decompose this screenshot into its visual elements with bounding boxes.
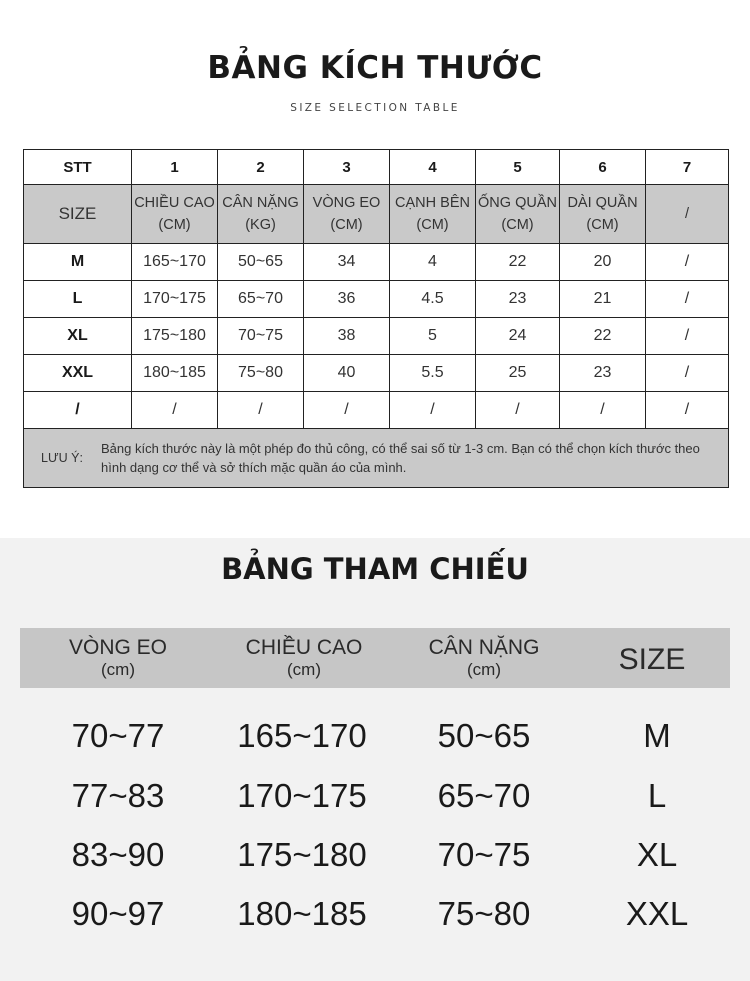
reference-row — [0, 891, 750, 937]
size-table-title: BẢNG KÍCH THƯỚC — [207, 50, 543, 86]
size-table-label-row — [24, 185, 729, 244]
reference-row — [0, 832, 750, 878]
table-cell: 75~80 — [218, 355, 304, 392]
reference-cell: 180~185 — [237, 895, 367, 932]
table-cell: / — [646, 244, 729, 281]
size-table-header-row — [24, 150, 729, 185]
table-cell: 22 — [476, 244, 560, 281]
label-cell: ỐNG QUẦN (CM) — [476, 185, 560, 244]
table-cell: / — [646, 355, 729, 392]
reference-cell: 70~75 — [437, 836, 531, 873]
table-cell: / — [132, 392, 218, 429]
label-cell: DÀI QUẦN (CM) — [560, 185, 646, 244]
table-cell: 21 — [560, 281, 646, 318]
reference-cell: 170~175 — [237, 777, 367, 814]
note-cell — [24, 429, 729, 488]
note-row — [24, 429, 729, 488]
table-cell: M — [24, 244, 132, 281]
table-cell: 20 — [560, 244, 646, 281]
header-cell: 7 — [646, 150, 729, 185]
table-cell: 22 — [560, 318, 646, 355]
table-cell: / — [218, 392, 304, 429]
header-cell: 5 — [476, 150, 560, 185]
table-cell: 70~75 — [218, 318, 304, 355]
reference-cell: 175~180 — [237, 836, 367, 873]
table-cell: 5 — [390, 318, 476, 355]
note-text: Bảng kích thước này là một phép đo thủ công, có thể sai số từ 1-3 cm. Bạn có thể chọn kích thước theo hình dạng cơ thể và sở thích mặc quần áo của mình. — [101, 441, 700, 475]
size-table — [23, 149, 729, 488]
table-row — [24, 318, 729, 355]
table-cell: 50~65 — [218, 244, 304, 281]
table-row — [24, 281, 729, 318]
header-cell: 6 — [560, 150, 646, 185]
table-cell: XXL — [24, 355, 132, 392]
table-row — [24, 355, 729, 392]
label-cell: CẠNH BÊN (CM) — [390, 185, 476, 244]
table-cell: 25 — [476, 355, 560, 392]
reference-row — [0, 773, 750, 819]
label-cell: SIZE — [24, 185, 132, 244]
reference-title: BẢNG THAM CHIẾU — [221, 552, 529, 586]
table-cell: / — [646, 281, 729, 318]
reference-cell: XL — [636, 836, 678, 873]
table-cell: / — [560, 392, 646, 429]
table-cell: / — [304, 392, 390, 429]
table-cell: 4.5 — [390, 281, 476, 318]
reference-header — [20, 628, 730, 688]
reference-row — [0, 713, 750, 759]
table-cell: L — [24, 281, 132, 318]
table-cell: 170~175 — [132, 281, 218, 318]
table-cell: / — [646, 318, 729, 355]
table-cell: 34 — [304, 244, 390, 281]
table-cell: 23 — [560, 355, 646, 392]
size-table-subtitle: SIZE SELECTION TABLE — [290, 102, 460, 114]
header-cell: 2 — [218, 150, 304, 185]
table-cell: / — [646, 392, 729, 429]
table-row — [24, 392, 729, 429]
reference-cell: 65~70 — [437, 777, 531, 814]
table-cell: 5.5 — [390, 355, 476, 392]
reference-cell: 165~170 — [237, 717, 367, 754]
label-cell: CHIỀU CAO (CM) — [132, 185, 218, 244]
table-cell: 175~180 — [132, 318, 218, 355]
reference-header-cell: VÒNG EO (cm) — [68, 636, 168, 679]
label-cell: VÒNG EO (CM) — [304, 185, 390, 244]
table-cell: 180~185 — [132, 355, 218, 392]
table-cell: / — [390, 392, 476, 429]
table-cell: 36 — [304, 281, 390, 318]
table-cell: / — [24, 392, 132, 429]
reference-cell: XXL — [625, 895, 689, 932]
reference-header-cell: SIZE — [618, 643, 686, 676]
reference-cell: M — [643, 717, 671, 754]
table-cell: 24 — [476, 318, 560, 355]
reference-cell: L — [647, 777, 667, 814]
header-cell: STT — [24, 150, 132, 185]
header-cell: 3 — [304, 150, 390, 185]
table-cell: 4 — [390, 244, 476, 281]
table-cell: 65~70 — [218, 281, 304, 318]
table-cell: 38 — [304, 318, 390, 355]
table-cell: 40 — [304, 355, 390, 392]
reference-cell: 90~97 — [71, 895, 165, 932]
table-cell: 23 — [476, 281, 560, 318]
table-cell: XL — [24, 318, 132, 355]
note-label: LƯU Ý: — [41, 451, 83, 465]
reference-cell: 77~83 — [71, 777, 165, 814]
reference-cell: 70~77 — [71, 717, 165, 754]
label-cell: / — [646, 185, 729, 244]
reference-cell: 50~65 — [437, 717, 531, 754]
reference-header-cell: CHIỀU CAO (cm) — [245, 636, 363, 679]
table-cell: 165~170 — [132, 244, 218, 281]
header-cell: 4 — [390, 150, 476, 185]
table-cell: / — [476, 392, 560, 429]
reference-cell: 75~80 — [437, 895, 531, 932]
header-cell: 1 — [132, 150, 218, 185]
reference-cell: 83~90 — [71, 836, 165, 873]
table-row — [24, 244, 729, 281]
reference-header-cell: CÂN NẶNG (cm) — [428, 636, 540, 679]
label-cell: CÂN NẶNG (KG) — [218, 185, 304, 244]
